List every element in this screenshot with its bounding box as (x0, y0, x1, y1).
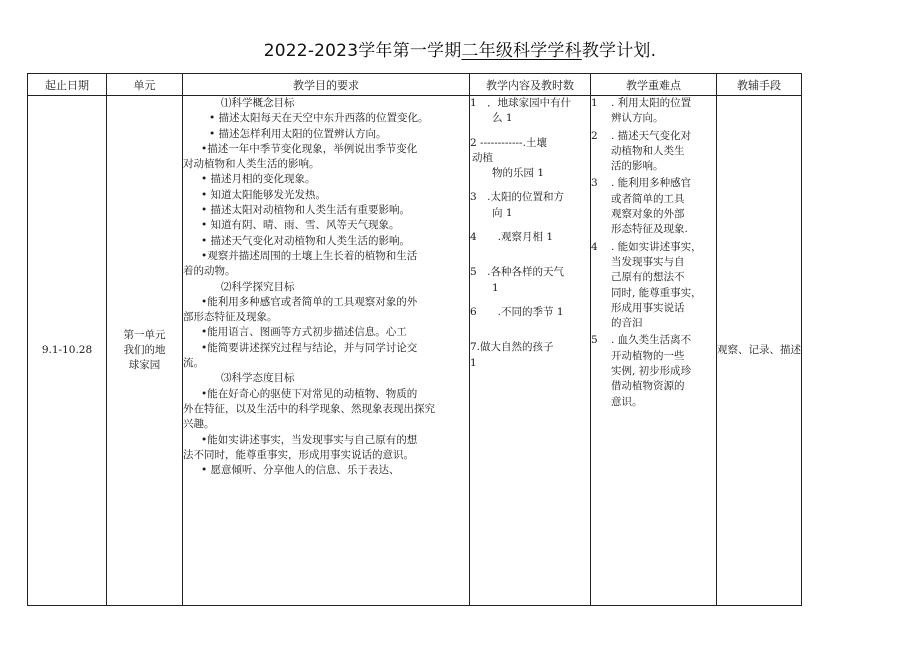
content-line: 1 (492, 281, 499, 294)
goal-line: 对动植物和人类生活的影响。 (183, 158, 320, 171)
title-subject: 二年级科学学科 (461, 41, 582, 61)
key-point (591, 129, 716, 175)
key-point-line: 当发现事实与自 (611, 255, 685, 268)
content-line: 5 .各种各样的天气 (470, 266, 565, 279)
header-key-points: 教学重难点 (591, 74, 717, 96)
key-point-line: 同时, 能尊重事实， (611, 286, 702, 299)
goal-line: 流。 (183, 357, 204, 370)
content-item (470, 265, 590, 296)
key-point-line: 己原有的想法不 (611, 271, 685, 284)
content-item (470, 136, 590, 182)
header-row (28, 74, 802, 96)
header-date: 起止日期 (28, 74, 107, 96)
means-cell (717, 96, 802, 606)
date-range: 9.1-10.28 (41, 343, 93, 356)
content-line: 7.做大自然的孩子 (470, 341, 554, 354)
key-point-line: 动植物和人类生 (611, 144, 685, 157)
key-point-line: . 利用太阳的位置 (611, 97, 692, 109)
title-suffix: 教学计划. (581, 41, 657, 61)
key-point-line: 意识。 (611, 395, 643, 408)
key-point-line: 或者简单的工具 (611, 192, 685, 205)
goal-line: •能简要讲述探究过程与结论，并与同学讨论交 (201, 341, 418, 354)
unit-cell (107, 96, 183, 606)
key-point-line: 实例, 初步形成珍 (611, 365, 692, 378)
goal-line: •能在好奇心的驱使下对常见的动植物、物质的 (201, 387, 418, 400)
title-year: 2022-2023 (263, 41, 359, 61)
goal-line: 部形态特征及现象。 (183, 311, 278, 324)
header-goals: 教学目的要求 (183, 74, 470, 96)
key-point-line: . 描述天气变化对 (611, 129, 692, 142)
page-title (0, 36, 920, 61)
goals-cell (183, 96, 470, 606)
key-point-line: 的音汩 (611, 317, 643, 330)
key-point-line: 辨认方向。 (611, 112, 664, 125)
contents-cell (470, 96, 591, 606)
content-line: 6 .不同的季节 1 (470, 305, 564, 318)
key-point (591, 176, 716, 237)
key-point (591, 96, 716, 127)
key-point-number: 2 (591, 129, 598, 142)
goal-line: • 描述天气变化对动植物和人类生活的影响。 (201, 234, 411, 247)
content-item (470, 340, 590, 371)
goal-line: • 愿意倾听、分享他人的信息、乐于表达、 (201, 464, 400, 477)
key-point-number: 1 (591, 97, 598, 109)
goal-line: •能如实讲述事实，当发现事实与自己原有的想 (201, 433, 418, 446)
key-point-number: 4 (591, 240, 598, 253)
content-line: 4 .观察月相 1 (470, 231, 554, 244)
content-line: 动植 (472, 151, 493, 164)
content-line: 3 .太阳的位置和方 (470, 191, 565, 204)
goal-heading: ⑴科学概念目标 (221, 97, 295, 109)
goal-line: •观察并描述周围的土壤上生长着的植物和生活 (201, 249, 418, 262)
content-item (470, 190, 590, 221)
header-unit: 单元 (107, 74, 183, 96)
goal-heading: ⑶科学态度目标 (221, 372, 295, 385)
goal-line: • 描述太阳每天在天空中东升西落的位置变化。 (209, 112, 429, 125)
key-point-number: 3 (591, 177, 598, 190)
goal-line: • 知道太阳能够发光发热。 (201, 188, 327, 201)
key-points-cell (591, 96, 717, 606)
goal-line: 外在特征，以及生活中的科学现象、然现象表现出探究 (183, 402, 435, 415)
goal-line: • 描述怎样利用太阳的位置辨认方向。 (209, 127, 387, 140)
content-item (470, 96, 590, 127)
goal-line: • 描述月相的变化现象。 (201, 173, 316, 186)
goal-line: 兴趣。 (183, 418, 215, 431)
unit-line: 第一单元 (123, 328, 166, 341)
content-line: 向 1 (492, 206, 513, 219)
means-text: 观察、记录、描述 (717, 343, 801, 356)
table-row (28, 96, 802, 606)
key-point (591, 333, 716, 409)
key-point-number: 5 (591, 334, 598, 347)
goal-heading: ⑵科学探究目标 (221, 280, 295, 293)
key-point-line: 形成用事实说话 (611, 301, 685, 314)
goal-line: •能用语言、图画等方式初步描述信息。心工 (201, 326, 407, 339)
content-item (470, 230, 590, 245)
title-term: 学年第一学期 (358, 41, 462, 61)
key-point-line: 借动植物资源的 (611, 380, 685, 393)
key-point-line: 形态特征及现象. (611, 223, 688, 236)
unit-line: 我们的地 (123, 343, 166, 356)
goal-line: • 知道有阴、晴、雨、雪、风等天气现象。 (201, 219, 400, 232)
goal-line: 着的动物。 (183, 265, 236, 278)
key-point (591, 240, 716, 332)
goal-line: 法不同时，能尊重事实，形成用事实说话的意识。 (183, 448, 414, 461)
key-point-line: 观察对象的外部 (611, 208, 685, 221)
header-means: 教辅手段 (717, 74, 802, 96)
key-point-line: . 能利用多种感官 (611, 177, 692, 190)
content-item (470, 305, 590, 320)
content-line: 物的乐园 1 (492, 167, 545, 180)
goal-line: •描述一年中季节变化现象，举例说出季节变化 (201, 142, 418, 155)
teaching-plan-table (27, 73, 802, 606)
content-line: 2 ------------.土壤 (470, 136, 547, 149)
content-line: 么 1 (492, 112, 513, 125)
key-point-line: 活的影响。 (611, 160, 664, 173)
header-contents: 教学内容及教时数 (470, 74, 591, 96)
key-point-line: . 血久类生活离不 (611, 334, 692, 347)
content-line: 1 (470, 356, 477, 369)
key-point-line: . 能如实讲述事实， (611, 240, 702, 253)
date-cell (28, 96, 107, 606)
goal-line: •能利用多种感官或者简单的工具观察对象的外 (201, 295, 418, 308)
unit-line: 球家园 (128, 359, 161, 372)
goal-line: • 描述太阳对动植物和人类生活有重要影响。 (201, 204, 411, 217)
key-point-line: 开动植物的一些 (611, 349, 685, 362)
content-line: 1 ．地球家园中有什 (470, 97, 572, 109)
